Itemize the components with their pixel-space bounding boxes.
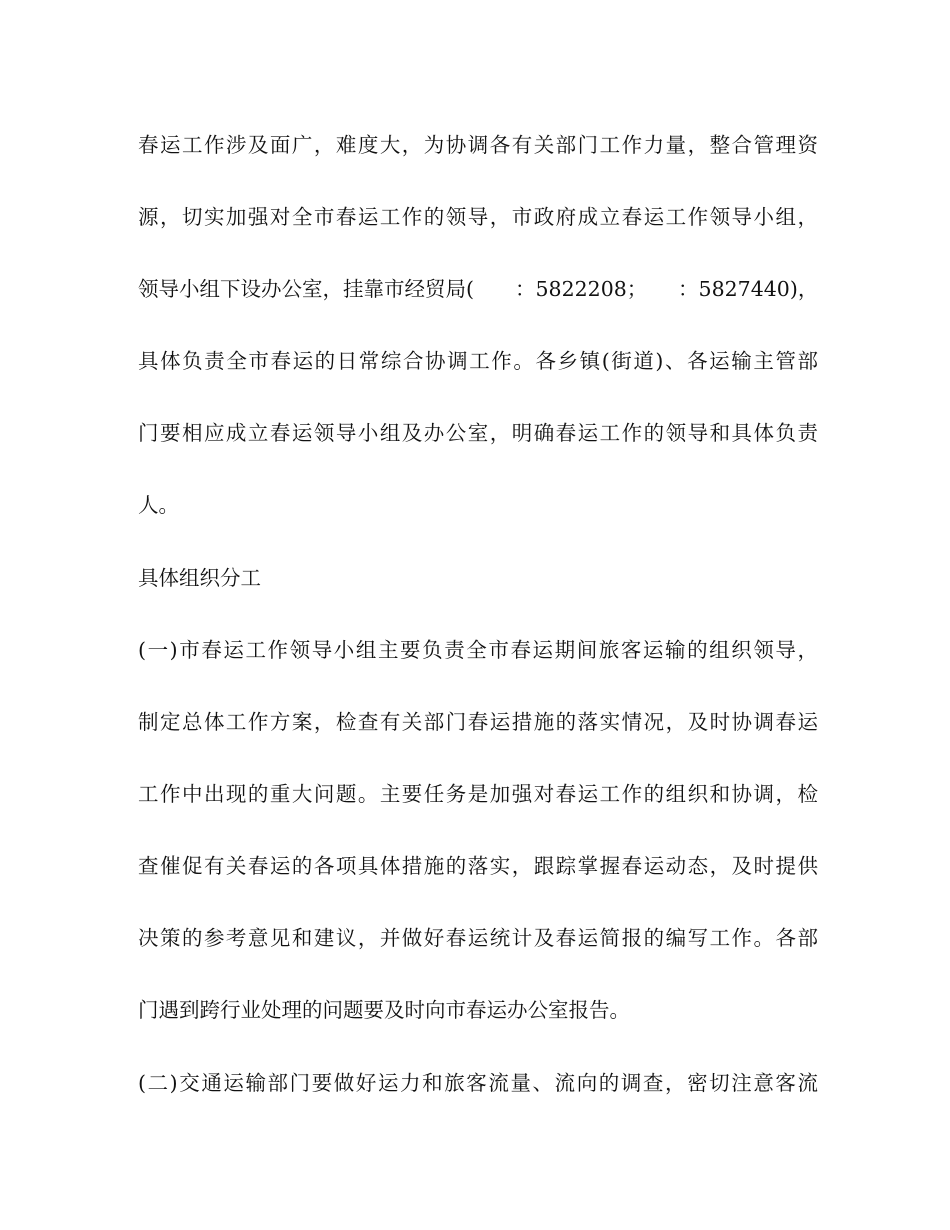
body-text-line: (一)市春运工作领导小组主要负责全市春运期间旅客运输的组织领导， [138, 638, 818, 662]
body-text-line: 工作中出现的重大问题。主要任务是加强对春运工作的组织和协调，检 [138, 782, 818, 806]
section-heading: 具体组织分工 [138, 566, 261, 590]
body-text-line: 查催促有关春运的各项具体措施的落实，跟踪掌握春运动态，及时提供 [138, 854, 818, 878]
body-text-line: 源，切实加强对全市春运工作的领导，市政府成立春运工作领导小组， [138, 205, 818, 229]
body-text-line: 人。 [138, 493, 179, 517]
body-text-line: 具体负责全市春运的日常综合协调工作。各乡镇(街道)、各运输主管部 [138, 349, 818, 373]
body-text-line: 领导小组下设办公室，挂靠市经贸局( ：5822208； ：5827440)， [138, 277, 818, 301]
body-text-line: 门要相应成立春运领导小组及办公室，明确春运工作的领导和具体负责 [138, 421, 818, 445]
body-text-line: (二)交通运输部门要做好运力和旅客流量、流向的调查，密切注意客流 [138, 1071, 818, 1095]
body-text-line: 春运工作涉及面广，难度大，为协调各有关部门工作力量，整合管理资 [138, 133, 818, 157]
body-text-line: 门遇到跨行业处理的问题要及时向市春运办公室报告。 [138, 998, 630, 1022]
body-text-line: 决策的参考意见和建议，并做好春运统计及春运简报的编写工作。各部 [138, 926, 818, 950]
body-text-line: 制定总体工作方案，检查有关部门春运措施的落实情况，及时协调春运 [138, 710, 818, 734]
